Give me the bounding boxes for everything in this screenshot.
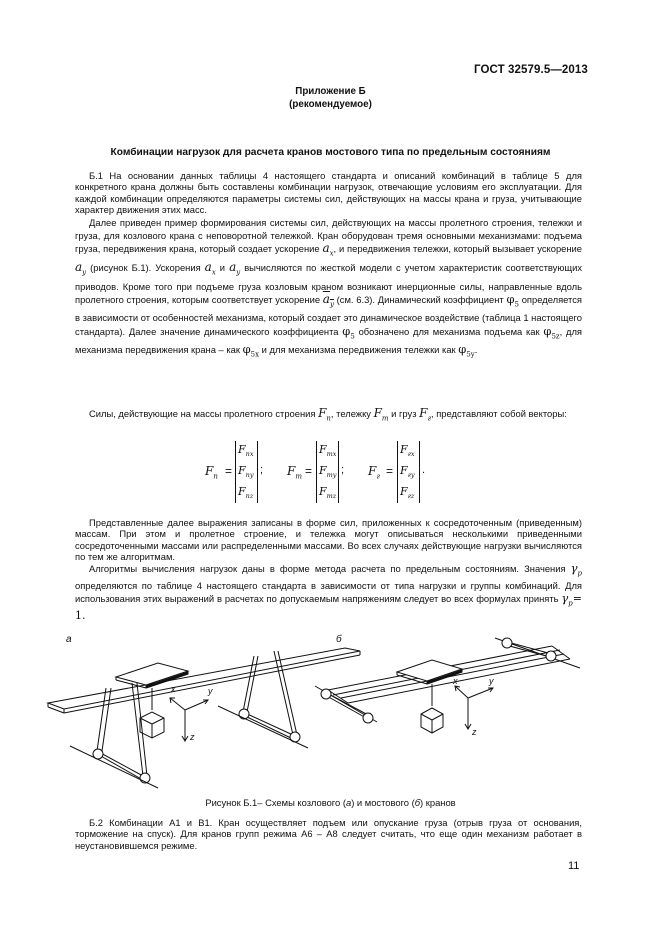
crane-diagram	[40, 628, 610, 790]
paragraph-forces: Силы, действующие на массы пролетного строения $F_п$, тележку $F_т$ и груз $F_г$, представляют собой векторы:	[89, 406, 567, 423]
axis-label-x-b: x	[453, 676, 458, 686]
symbol-phi5: $\varphi_5$	[506, 291, 519, 309]
equals-sign: =	[305, 464, 313, 478]
page-number: 11	[568, 860, 580, 872]
force-vector-trolley	[285, 440, 355, 504]
axis-label-y-b: y	[489, 676, 494, 686]
symbol-ay-bar: $a_y$	[322, 291, 334, 309]
force-vectors	[203, 440, 443, 504]
matrix-bracket-right	[419, 441, 420, 503]
matrix-cell: $F_{тx}$	[319, 443, 337, 459]
matrix-bracket-right	[257, 441, 258, 503]
symbol-phi5-2: $\varphi_5$	[342, 323, 355, 340]
symbol-ax-2: $a_x$	[204, 260, 216, 277]
matrix-cell: $F_{гy}$	[400, 464, 415, 480]
symbol-gamma-p-eq: $\gamma_p$	[561, 591, 573, 608]
matrix-cell: $F_{пy}$	[238, 464, 254, 480]
paragraph-b2: Б.2 Комбинации А1 и В1. Кран осуществляет подъем или опускание груза (отрыв груза от основания, торможение на спуск). Для кранов групп режима А6 – А8 следует считать, что еще один механизм работает в неустановившемся режиме.	[75, 817, 582, 851]
matrix-cell: $F_{тy}$	[319, 464, 337, 480]
matrix-cell: $F_{гx}$	[400, 443, 415, 459]
axis-label-y-a: y	[208, 686, 213, 696]
matrix-bracket-right	[338, 441, 339, 503]
axis-label-z-a: z	[190, 732, 195, 742]
symbol-ay: $a_y$	[75, 260, 87, 277]
force-vector-span	[203, 440, 273, 504]
paragraph-reduced: Представленные далее выражения записаны в форме сил, приложенных к сосредоточенным (приведенным) массам. При этом и пролетное строение, и тележка могут описываться несколькими приведенными сосредоточенными массами или распределенными массами. Во всех случаях действующие нагрузки вычисляются по тем же алгоритмам.	[75, 517, 582, 563]
symbol-ax: $a_x$	[322, 241, 334, 258]
symbol-phi5z: $\varphi_{5z}$	[543, 323, 560, 340]
paragraph-example: Далее приведен пример формирования системы сил, действующих на массы пролетного строения, тележки и груза, для козлового крана с неповоротной тележкой. Кран оборудован тремя основными механизмами: подъема груза, передвижения крана, который создает ускорение $a_x$, и передвижения тележки, который вызывает ускорение $a_y$ (рисунок Б.1). Ускорения $a_x$ и $a_y$ вычисляются по жесткой модели с учетом характеристик соответствующих приводов. Кроме того при подъеме груза козловым краном возникают инерционные силы, направленные вдоль пролетного строения, которым соответствует ускорение $a_y$ (см. 6.3). Динамический коэффициент $\varphi_5$ определяется в зависимости от особенностей механизма, который создает это динамическое воздействие (таблица 1 настоящего стандарта). Далее значение динамического коэффициента $\varphi_5$ обозначено для механизма подъема как $\varphi_{5z}$, для механизма передвижения крана – как $\varphi_{5x}$ и для механизма передвижения тележки как $\varphi_{5y}$.	[75, 217, 583, 359]
matrix-cell: $F_{пx}$	[238, 443, 254, 459]
matrix-end: ;	[260, 464, 264, 476]
symbol-phi5y: $\varphi_{5y}$	[458, 342, 475, 359]
matrix-end: ;	[341, 464, 345, 476]
symbol-gamma-p: $\gamma_p$	[570, 561, 582, 578]
force-vector-load	[366, 440, 441, 504]
figure-caption: Рисунок Б.1– Схемы козлового (а) и мостового (б) кранов	[205, 797, 456, 808]
figure-label-b: б	[336, 634, 342, 645]
matrix-cell: $F_{гz}$	[400, 485, 415, 501]
symbol-phi5x: $\varphi_{5x}$	[242, 342, 260, 359]
appendix-subtitle: (рекомендуемое)	[289, 99, 372, 110]
axis-label-x-a: x	[171, 684, 176, 694]
matrix-cell: $F_{тz}$	[319, 485, 337, 501]
matrix-cell: $F_{пz}$	[238, 485, 254, 501]
matrix-lhs: $F_п$	[205, 464, 218, 481]
symbol-Fp: $F_п$	[318, 406, 331, 423]
figure-label-a: а	[66, 634, 72, 645]
gantry-crane-diagram	[48, 648, 360, 788]
symbol-Ft: $F_т$	[373, 406, 389, 423]
symbol-Fg: $F_г$	[419, 406, 431, 423]
matrix-bracket-left	[235, 441, 236, 503]
matrix-lhs: $F_г$	[368, 464, 380, 481]
symbol-ay-2: $a_y$	[229, 260, 241, 277]
appendix-title: Приложение Б	[295, 86, 366, 97]
equals-sign: =	[386, 464, 394, 478]
axis-label-z-b: z	[472, 727, 477, 737]
standard-designation: ГОСТ 32579.5—2013	[474, 64, 588, 76]
matrix-end: .	[422, 464, 426, 476]
section-title: Комбинации нагрузок для расчета кранов мостового типа по предельным состояниям	[110, 147, 551, 158]
paragraph-algorithms: Алгоритмы вычисления нагрузок даны в форме метода расчета по предельным состояниям. Значения $\gamma_p$ определяются по таблице 4 настоящего стандарта в зависимости от типа нагрузки и группы комбинаций. Для использования этих выражений в расчетах по допускаемым напряжениям следует во всех формулах принять $\gamma_p= 1$.	[75, 561, 582, 623]
matrix-bracket-left	[397, 441, 398, 503]
matrix-lhs: $F_т$	[287, 464, 302, 481]
figure-crane-schemes	[40, 628, 610, 790]
paragraph-b1: Б.1 На основании данных таблицы 4 настоящего стандарта и описаний комбинаций в таблице 5 для конкретного крана должны быть составлены комбинации нагрузок, отвечающие условиям его эксплуатации. Для каждой комбинации определяются параметры системы сил, действующих на массы крана и груза, учитывающие характер движения этих масс.	[75, 170, 582, 216]
matrix-bracket-left	[316, 441, 317, 503]
equals-sign: =	[225, 464, 233, 478]
